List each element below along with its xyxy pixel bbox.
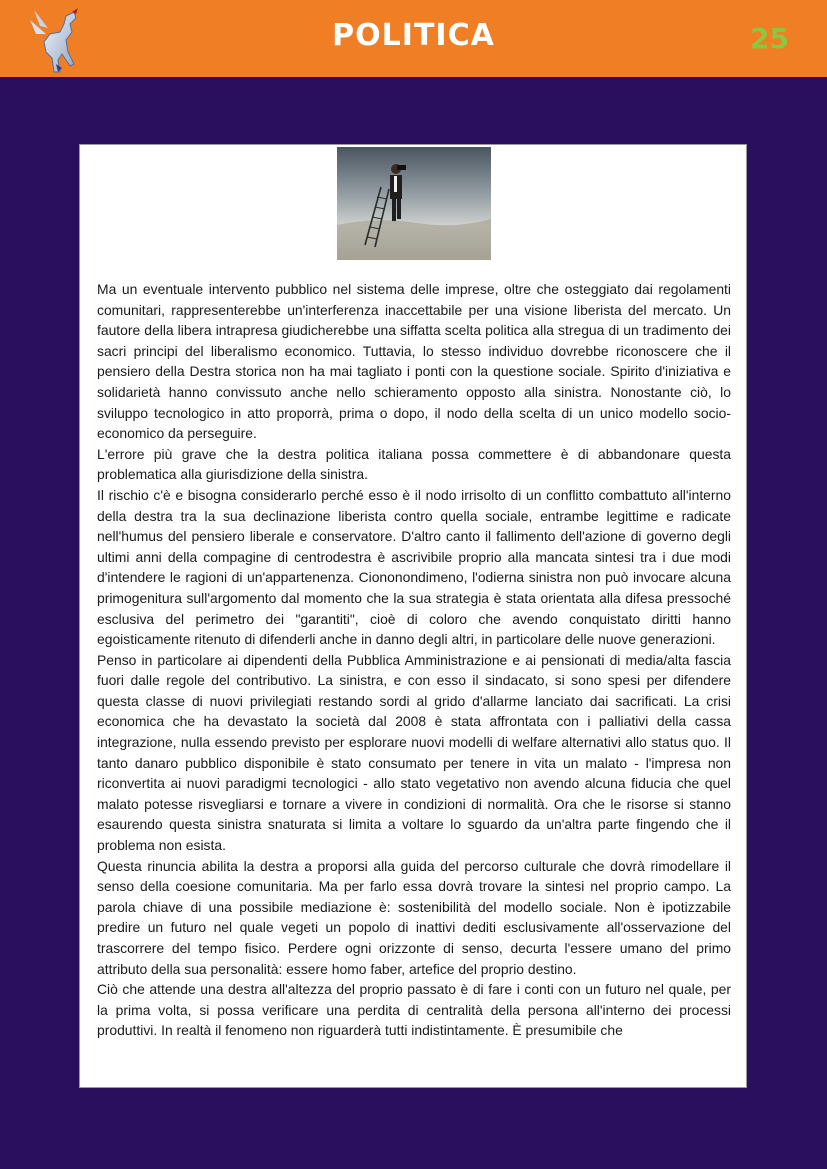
article-body	[97, 279, 731, 1041]
article-panel	[79, 144, 747, 1088]
man-on-ladder-with-binoculars-photo	[337, 147, 491, 260]
article-paragraph: Ma un eventuale intervento pubblico nel sistema delle imprese, oltre che osteggiato dai regolamenti comunitari, rappresenterebbe un'interferenza inaccettabile per una visione liberista del mercato. Un fautore della libera intrapresa giudicherebbe una siffatta scelta politica alla stregua di un tradimento dei sacri principi del liberalismo economico. Tuttavia, lo stesso individuo dovrebbe riconoscere che il pensiero della Destra storica non ha mai tagliato i ponti con la questione sociale. Spirito d'iniziativa e solidarietà hanno convissuto anche nello schieramento opposto alla sinistra. Nonostante ciò, lo sviluppo tecnologico in atto proporrà, prima o dopo, il nodo della scelta di un unico modello socio-economico da perseguire.	[97, 281, 731, 442]
article-paragraph: Ciò che attende una destra all'altezza del proprio passato è di fare i conti con un futuro nel quale, per la prima volta, si possa verificare una perdita di centralità della persona all'interno dei processi produttivi. In realtà il fenomeno non riguarderà tutti indistintamente. È presumibile che	[97, 981, 731, 1039]
article-paragraph: L'errore più grave che la destra politica italiana possa commettere è di abbandonare questa problematica alla giurisdizione della sinistra.	[97, 445, 731, 483]
article-paragraph: Il rischio c'è e bisogna considerarlo perché esso è il nodo irrisolto di un conflitto combattuto all'interno della destra tra la sua declinazione liberista contro quella sociale, entrambe legittime e radicate nell'humus del pensiero liberale e conservatore. D'altro canto il fallimento dell'azione di governo degli ultimi anni della compagine di centrodestra è ascrivibile proprio alla mancata sintesi tra i due modi d'intendere le ragioni di un'appartenenza. Ciononondimeno, l'odierna sinistra non può invocare alcuna primogenitura sull'argomento dal momento che la sua strategia è stata orientata alla difesa pressoché esclusiva del perimetro dei "garantiti", cioè di coloro che avendo conquistato diritti hanno egoisticamente ritenuto di difenderli anche in danno degli altri, in particolare delle nuove generazioni.	[97, 486, 731, 648]
article-paragraph: Penso in particolare ai dipendenti della Pubblica Amministrazione e ai pensionati di media/alta fascia fuori dalle regole del contributivo. La sinistra, e con esso il sindacato, si sono spesi per difendere questa classe di nuovi privilegiati restando sordi al grido d'allarme lanciato dai sacrificati. La crisi economica che ha devastato la società dal 2008 è stata affrontata con i palliativi della cassa integrazione, nulla essendo previsto per esplorare nuovi modelli di welfare alternativi allo status quo. Il tanto danaro pubblico disponibile è stato consumato per tenere in vita un malato - l'impresa non riconvertita ai nuovi paradigmi tecnologici - allo stato vegetativo non avendo alcuna fiducia che quel malato potesse risvegliarsi e tornare a vivere in condizioni di normalità. Ora che le risorse si stanno esaurendo questa sinistra snaturata si limita a voltare lo sguardo da un'altra parte fingendo che il problema non esista.	[97, 651, 731, 854]
section-title: POLITICA	[332, 18, 495, 53]
article-paragraph: Questa rinuncia abilita la destra a proporsi alla guida del percorso culturale che dovrà rimodellare il senso della coesione comunitaria. Ma per farlo essa dovrà trovare la sintesi nel proprio campo. La parola chiave di una possibile mediazione è: sostenibilità del modello sociale. Non è ipotizzabile predire un futuro nel quale vegeti un popolo di inattivi dediti esclusivamente all'osservazione del trascorrere del tempo fisico. Perdere ogni orizzonte di senso, decurta l'essere umano del primo attributo della sua personalità: essere homo faber, artefice del proprio destino.	[97, 857, 731, 977]
header-bar	[0, 0, 827, 77]
page-number: 25	[750, 22, 789, 55]
